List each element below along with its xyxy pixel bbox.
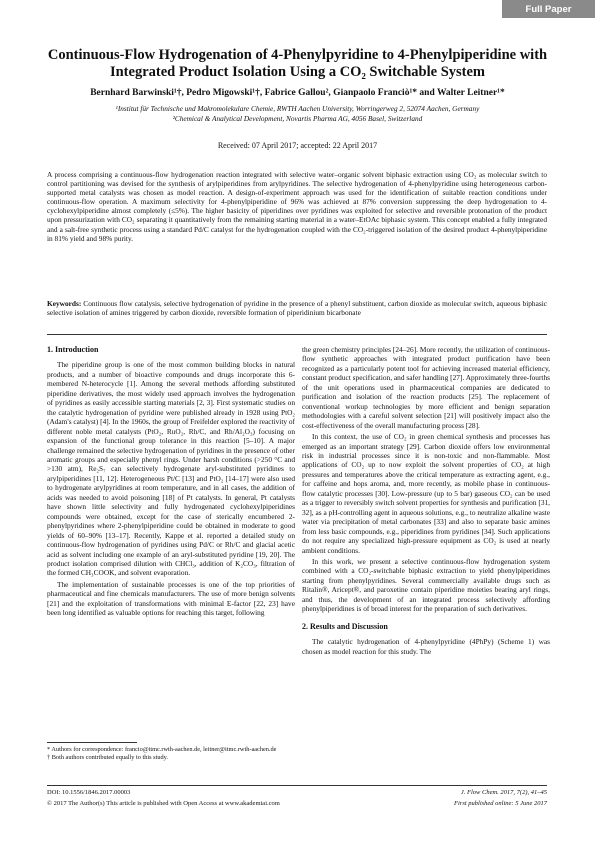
author-list: Bernhard Barwinski¹†, Pedro Migowski¹†, Fabrice Gallou², Gianpaolo Franciò¹* and Walter Leitner¹* (90, 88, 505, 98)
keywords-label: Keywords: (47, 299, 82, 308)
doi: DOI: 10.1556/1846.2017.00003 (47, 789, 131, 796)
footnote-corresponding: * Authors for correspondence: francio@itmc.rwth-aachen.de, leitner@itmc.rwth-aachen.de (47, 746, 277, 753)
footnote-divider (47, 742, 137, 743)
footer-row-2 (47, 800, 547, 807)
footnotes (47, 746, 295, 762)
footnote-equal-contribution: † Both authors contributed equally to this study. (47, 754, 168, 761)
affiliation-1: ¹Institut für Technische und Makromolekulare Chemie, RWTH Aachen University, Worringerweg 2, 52074 Aachen, Germany (115, 104, 480, 113)
keywords-text: Continuous flow catalysis, selective hydrogenation of pyridine in the presence of a phenyl substituent, carbon dioxide as molecular switch, aqueous biphasic selective isolation of amines triggered by carbon dioxide, reversible formation of piperidinium bicarbonate (47, 299, 548, 318)
footer-row-1 (47, 789, 547, 796)
journal-citation: J. Flow Chem. 2017, 7(2), 41–45 (460, 789, 547, 796)
paragraph: The catalytic hydrogenation of 4-phenylpyridine (4PhPy) (Scheme 1) was chosen as model reaction for this study. The (302, 637, 550, 656)
title-line-1: Continuous-Flow Hydrogenation of 4-Phenylpyridine to 4-Phenylpiperidine with (47, 47, 548, 63)
abstract: A process comprising a continuous-flow hydrogenation reaction integrated with selective water–organic solvent biphasic extraction using CO₂ as molecular switch to control partitioning was devised for the synthesis of arylpiperidines from arylpyridines. The selective hydrogenation of 4-phenylpyridine using heterogeneous carbon-supported metal catalysts was chosen as model reaction. A design-of-experiment approach was used for the identification of suitable reaction conditions under continuous-flow operation. A maximum selectivity for 4-phenylpiperidine of 96% was achieved at 87% conversion suppressing the deep hydrogenation to 4-cyclohexylpiperidine almost completely (≤5%). The higher basicity of piperidines over pyridines was exploited for selective and reversible protonation of the product upon pressurization with CO₂ separating it quantitatively from the remaining starting material in a water–EtOAc biphasic system. This concept enabled a fully integrated and a salt-free synthetic process using a standard Pd/C catalyst for the hydrogenation coupled with the CO₂-triggered isolation of the desired product 4-phenylpiperidine in 81% yield and 98% purity. (47, 170, 547, 243)
copyright: © 2017 The Author(s) This article is published with Open Access at www.akademiai.com (47, 800, 280, 807)
article-type-badge: Full Paper (502, 0, 595, 18)
article-title (40, 47, 555, 81)
paragraph: In this context, the use of CO₂ in green chemical synthesis and processes has emerged as an important strategy [29]. Carbon dioxide offers low environmental risk in industrial processes since it is non-toxic and non-flammable. Most applications of CO₂ up to now exploit the solvent properties of CO₂ at high pressures and temperatures above the critical temperature as extracting agent, e.g., for caffeine and hops aroma, and, more recently, as mobile phase in continuous-flow catalytic processes [30]. Low-pressure (up to 5 bar) gaseous CO₂ can be used as a trigger to reversibly switch solvent properties for synthesis and purification [31, 32], as a pH-controlling agent in aqueous solutions, e.g., to neutralize alkaline waste water via precipitation of metal carbonates [33] and also to separate basic amines from less basic compounds, e.g., piperidines from pyridines [34]. Such applications do not require any specialized high-pressure equipment as CO₂ is used at nearly ambient conditions. (302, 432, 550, 555)
section-heading-introduction: 1. Introduction (47, 345, 99, 354)
paragraph: In this work, we present a selective continuous-flow hydrogenation system combined with a CO₂-switchable biphasic extraction to yield phenylpiperidines starting from phenylpyridines. Several commercially available drugs such as Ritalin®, Aricept®, and paroxetine contain piperidine moieties bearing aryl rings, and thus, the development of an integrated process selectively affording phenylpiperidines is of broad interest for the preparation of such derivatives. (302, 556, 550, 614)
title-line-2: Integrated Product Isolation Using a CO₂ Switchable System (109, 64, 486, 80)
received-dates: Received: 07 April 2017; accepted: 22 April 2017 (217, 141, 378, 150)
left-column (47, 345, 295, 620)
paragraph: The implementation of sustainable processes is one of the top priorities of pharmaceutical and fine chemicals manufacturers. The use of more benign solvents [21] and the exploitation of transformations with minimal E-factor [22, 23] have been long identified as valuable options for reaching this target, following (47, 579, 295, 618)
abstract-divider (47, 334, 547, 335)
paragraph: The piperidine group is one of the most common building blocks in natural products, and a number of bioactive compounds and drugs incorporate this 6-membered N-heterocycle [1]. Among the several methods affording substituted piperidine derivatives, the most widely used approach involves the hydrogenation of pyridines as easily accessible starting materials [2, 3]. First systematic studies on the catalytic hydrogenation of pyridine were published already in 1928 using PtO₂ (Adam's catalyst) [4]. In the 1960s, the group of Freifelder explored the reactivity of different noble metal catalysts (PtO₂, RuO₂, Rh/C, and Rh/Al₂O₃) focusing on expansion of the functional group tolerance in this reaction [5–10]. A major challenge remained the selective hydrogenation of pyridines in the presence of other aromatic groups and especially phenyl rings. Under harsh conditions (>250 °C and >130 atm), Re₂S₇ can selectively hydrogenate aryl-substituted pyridines to arylpiperidines [11, 12]. Heterogeneous Pt/C [13] and PtO₂ [14–17] were also used to hydrogenate arylpyridines at room temperature, and in all cases, the addition of acids was needed to avoid poisoning [18] of Pt catalysts. In general, Pt catalysts have shown little selectivity and fully hydrogenated cyclohexylpiperidines compounds were obtained, except for the case of sterically encumbered 2-phenylpyridines where 2-phenylpiperidine could be obtained in moderate to good yields of 60–90% [13–17]. Recently, Kappe et al. reported a detailed study on continuous-flow hydrogenation of pyridines using Pd/C or Rh/C and glacial acetic acid as solvent including one example of an aryl-substituted pyridine [19, 20]. The product isolation comprised dilution with CHCl₃, addition of K₂CO₃, filtration of the formed CH₃COOK, and solvent evaporation. (47, 360, 295, 578)
first-published: First published online: 5 June 2017 (454, 800, 547, 807)
keywords (47, 299, 547, 317)
paragraph: the green chemistry principles [24–26]. More recently, the utilization of continuous-flow synthetic approaches with integrated product purification have been recognized as a particularly potent tool for achieving increased material efficiency, constant product specification, and safer handling [27]. Approximately three-fourths of the unit operations used in pharmaceutical companies are dedicated to purification and isolation of the reaction products [25]. The replacement of conventional workup technologies by more efficient and benign separation methodologies with a careful solvent selection [21] will positively impact also the cost-effectiveness of the overall manufacturing process [28]. (302, 345, 550, 430)
affiliation-2: ²Chemical & Analytical Development, Novartis Pharma AG, 4056 Basel, Switzerland (172, 113, 423, 123)
section-heading-results: 2. Results and Discussion (302, 621, 388, 631)
footer-divider (47, 785, 547, 786)
right-column (302, 345, 550, 658)
affiliations (40, 104, 555, 123)
